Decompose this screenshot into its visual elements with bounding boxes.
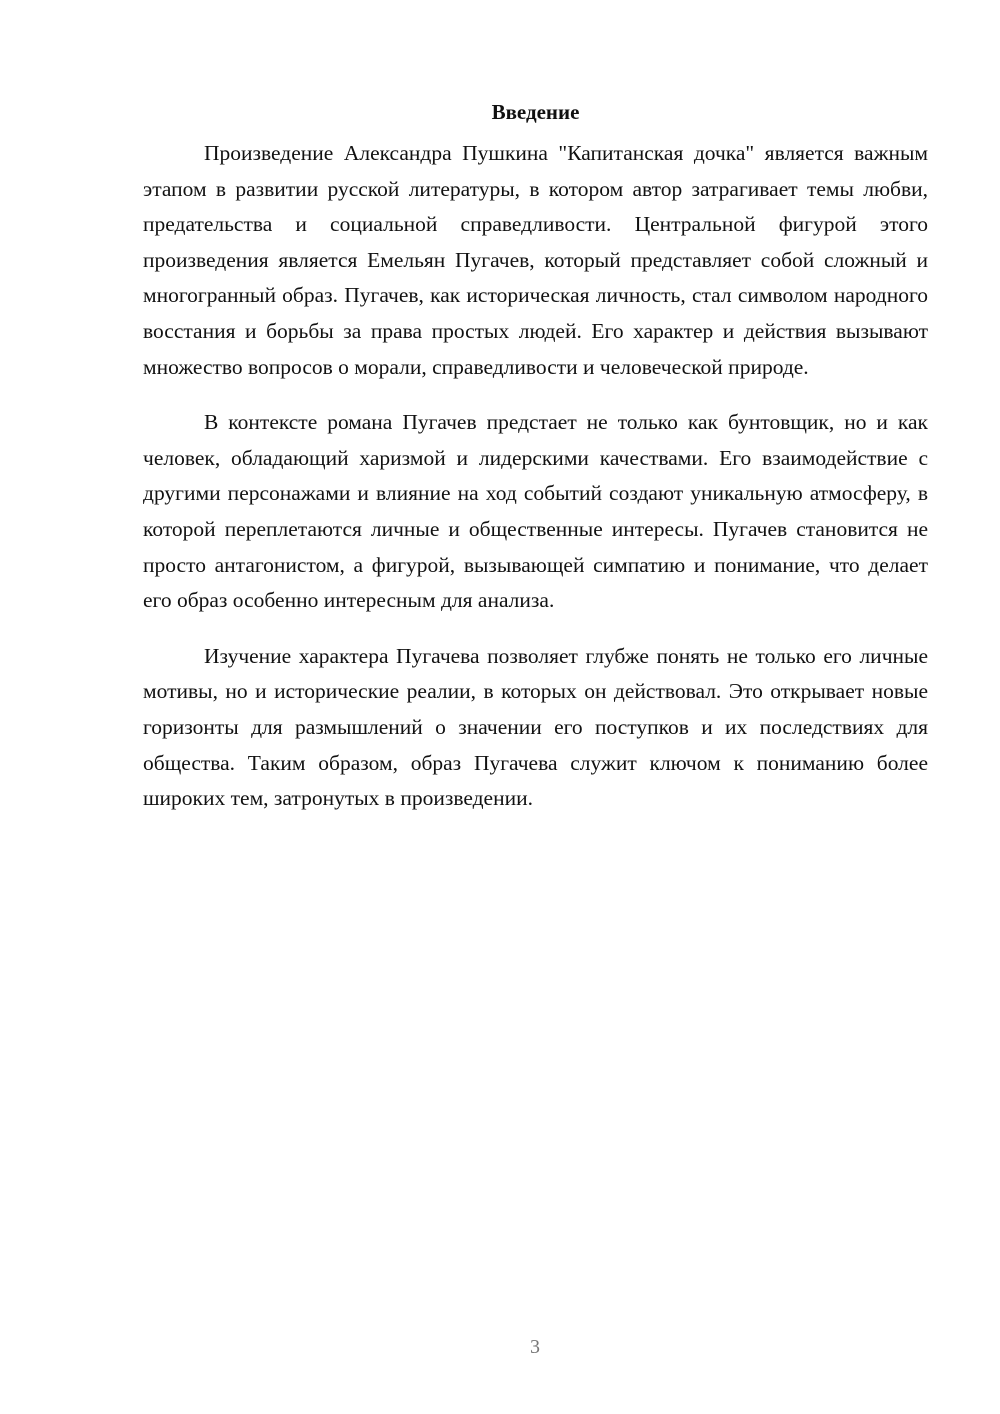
paragraph-1: Произведение Александра Пушкина "Капитанская дочка" является важным этапом в развитии русской литературы, в котором автор затрагивает темы любви, предательства и социальной справедливости. Центральной фигурой этого произведения является Емельян Пугачев, который представляет собой сложный и многогранный образ. Пугачев, как историческая личность, стал символом народного восстания и борьбы за права простых людей. Его характер и действия вызывают множество вопросов о морали, справедливости и человеческой природе. xyxy=(143,141,928,379)
paragraph-2: В контексте романа Пугачев предстает не только как бунтовщик, но и как человек, обладающий харизмой и лидерскими качествами. Его взаимодействие с другими персонажами и влияние на ход событий создают уникальную атмосферу, в которой переплетаются личные и общественные интересы. Пугачев становится не просто антагонистом, а фигурой, вызывающей симпатию и понимание, что делает его образ особенно интересным для анализа. xyxy=(143,410,928,613)
section-title: Введение xyxy=(491,100,580,124)
paragraph-3: Изучение характера Пугачева позволяет глубже понять не только его личные мотивы, но и исторические реалии, в которых он действовал. Это открывает новые горизонты для размышлений о значении его поступков и их последствиях для общества. Таким образом, образ Пугачева служит ключом к пониманию более широких тем, затронутых в произведении. xyxy=(143,643,928,811)
page-number: 3 xyxy=(530,1336,540,1358)
page-content xyxy=(143,96,928,837)
